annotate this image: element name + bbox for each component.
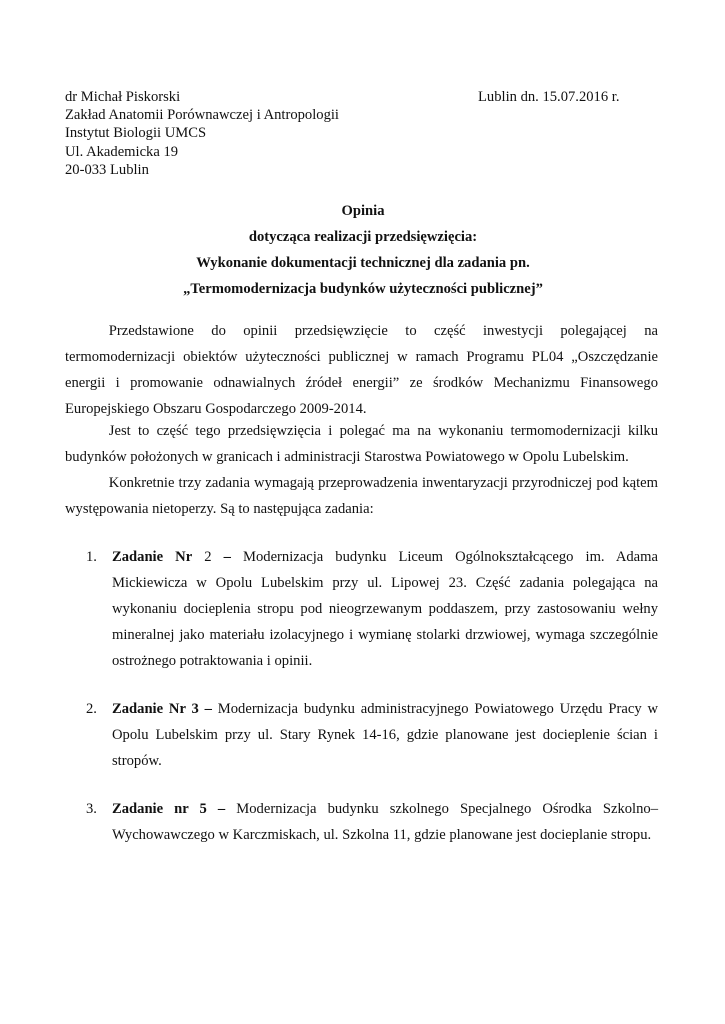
task-text-wrap	[112, 544, 658, 674]
document-title	[60, 198, 666, 302]
document-date: Lublin dn. 15.07.2016 r.	[478, 89, 620, 105]
task-text-wrap	[112, 796, 658, 848]
task-number: 2.	[86, 701, 97, 717]
title-line-1: Opinia	[341, 203, 385, 219]
paragraph-intro	[65, 318, 658, 422]
task-description: Modernizacja budynku szkolnego Specjalnego Ośrodka Szkolno–Wychowawczego w Karczmiskach, ul. Szkolna 11, gdzie planowane jest docieplanie stropu.	[112, 801, 658, 843]
task-label: Zadanie nr 5 –	[112, 801, 226, 817]
task-number: 3.	[86, 801, 97, 817]
author-institute: Instytut Biologii UMCS	[65, 125, 207, 142]
author-street: Ul. Akademicka 19	[65, 143, 179, 160]
task-item-1	[86, 544, 658, 674]
task-id: 2	[192, 549, 212, 565]
paragraph-scope	[65, 418, 658, 470]
author-department: Zakład Anatomii Porównawczej i Antropologii	[65, 107, 339, 124]
task-label: Zadanie Nr 3 –	[112, 701, 212, 717]
author-city: 20-033 Lublin	[65, 161, 149, 178]
author-name: dr Michał Piskorski	[65, 89, 181, 105]
task-label: Zadanie Nr	[112, 549, 193, 565]
paragraph-scope-text: Jest to część tego przedsięwzięcia i polegać ma na wykonaniu termomodernizacji kilku budynków położonych w granicach i administracji Starostwa Powiatowego w Opolu Lubelskim.	[65, 423, 658, 465]
task-number: 1.	[86, 549, 97, 565]
author-address-block	[65, 88, 339, 179]
task-item-2	[86, 696, 658, 774]
task-text-wrap	[112, 696, 658, 774]
task-description: Modernizacja budynku administracyjnego Powiatowego Urzędu Pracy w Opolu Lubelskim przy ul. Stary Rynek 14-16, gdzie planowane jest docieplenie ścian i stropów.	[112, 701, 658, 769]
paragraph-intro-text: Przedstawione do opinii przedsięwzięcie to część inwestycji polegającej na termomodernizacji obiektów użyteczności publicznej w ramach Programu PL04 „Oszczędzanie energii i promowanie odnawialnych źródeł energii” ze środków Mechanizmu Finansowego Europejskiego Obszaru Gospodarczego 2009-2014.	[65, 323, 658, 417]
task-description: Modernizacja budynku Liceum Ogólnokształcącego im. Adama Mickiewicza w Opolu Lubelskim przy ul. Lipowej 23. Część zadania polegająca na wykonaniu docieplenia stropu pod nieogrzewanym poddaszem, przy zastosowaniu wełny mineralnej jako materiału izolacyjnego i wymianę stolarki drzwiowej, wymaga szczególnie ostrożnego potraktowania i opinii.	[112, 549, 658, 669]
title-line-3: Wykonanie dokumentacji technicznej dla zadania pn.	[196, 255, 530, 271]
title-line-4: „Termomodernizacja budynków użyteczności publicznej”	[183, 281, 543, 297]
task-dash: –	[211, 549, 231, 565]
title-line-2: dotycząca realizacji przedsięwzięcia:	[248, 229, 478, 245]
paragraph-tasks-intro-text: Konkretnie trzy zadania wymagają przeprowadzenia inwentaryzacji przyrodniczej pod kątem występowania nietoperzy. Są to następująca zadania:	[65, 475, 658, 517]
task-item-3	[86, 796, 658, 848]
paragraph-tasks-intro	[65, 470, 658, 522]
